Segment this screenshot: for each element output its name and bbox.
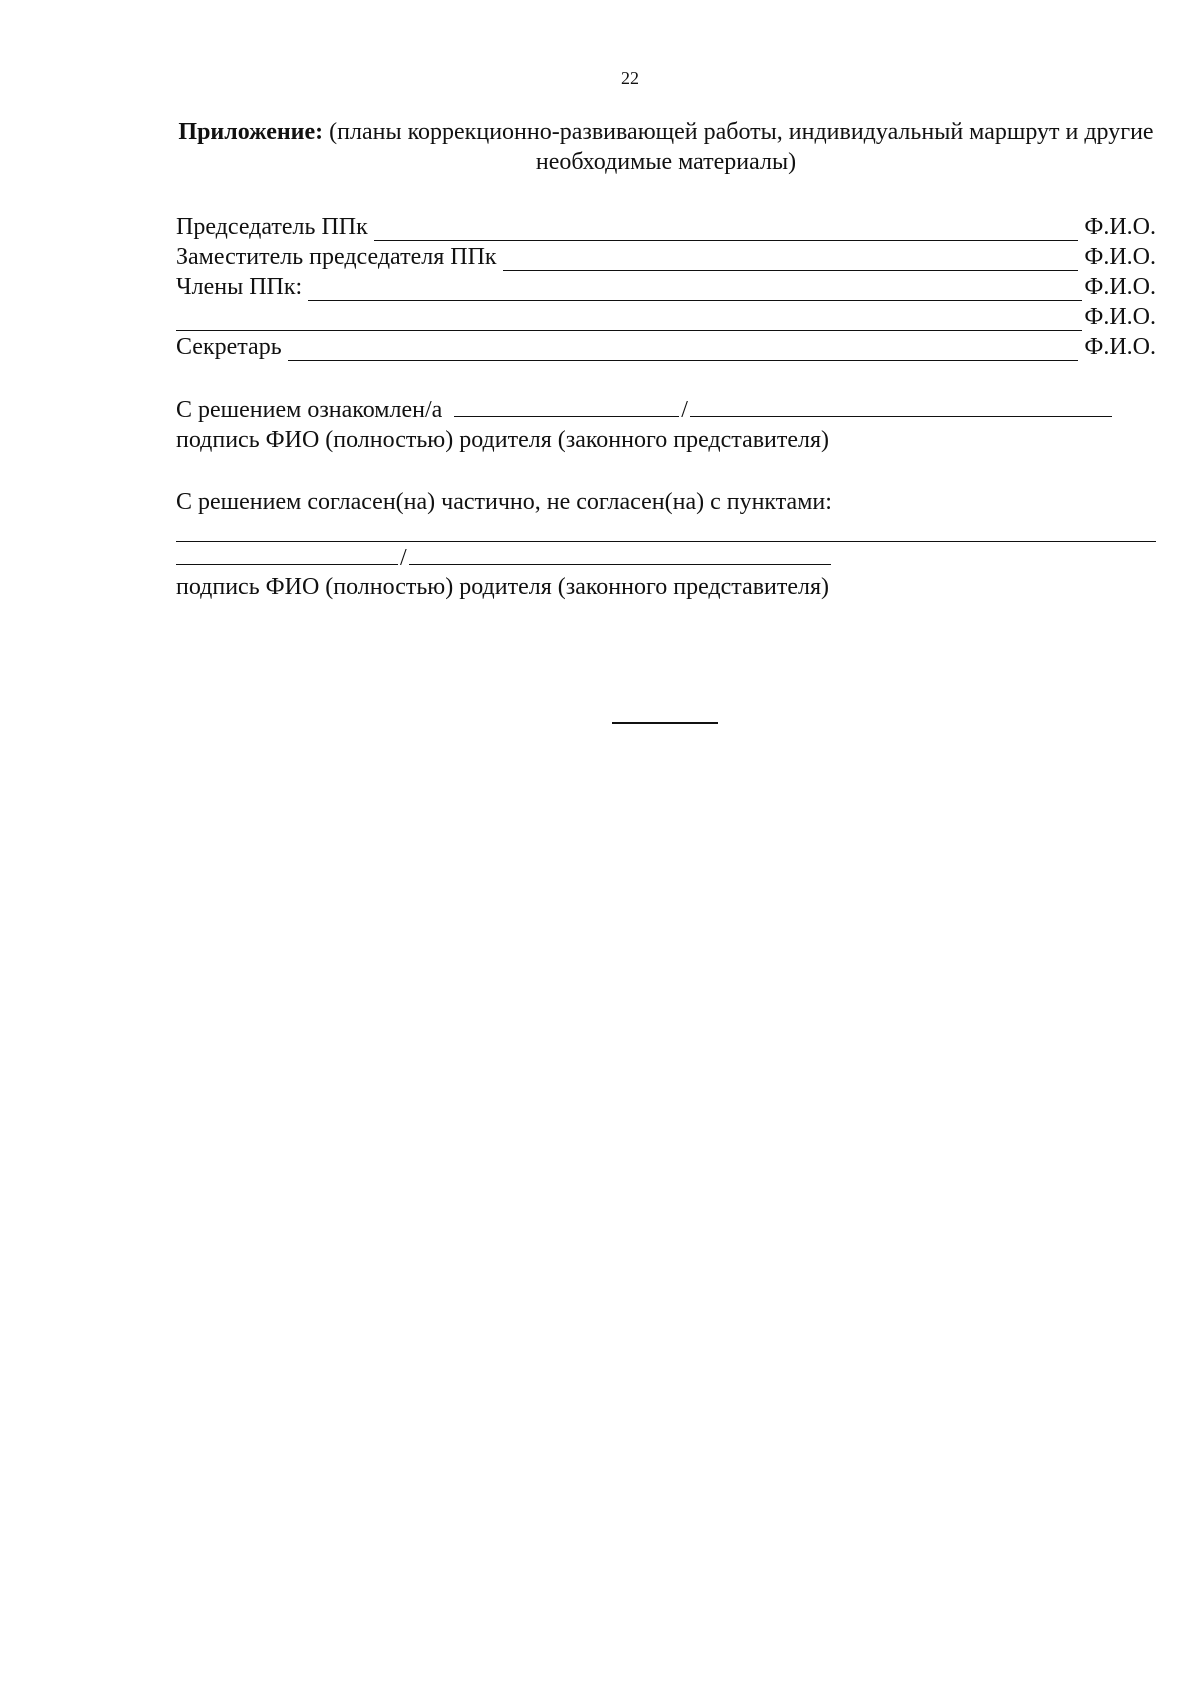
page-number: 22 (621, 68, 639, 88)
partial-slash: / (400, 545, 407, 571)
acquainted-slash: / (681, 397, 688, 423)
deputy-row (176, 241, 1156, 271)
chairman-fio: Ф.И.О. (1084, 214, 1156, 240)
members-signature-line[interactable] (308, 278, 1082, 301)
acquainted-name-line[interactable] (690, 394, 1112, 417)
members-fio: Ф.И.О. (1084, 274, 1156, 300)
secretary-signature-line[interactable] (288, 338, 1079, 361)
members-fio-2: Ф.И.О. (1084, 304, 1156, 330)
deputy-label: Заместитель председателя ППк (176, 244, 497, 270)
partial-name-line[interactable] (409, 542, 831, 565)
deputy-fio: Ф.И.О. (1084, 244, 1156, 270)
deputy-signature-line[interactable] (503, 248, 1079, 271)
secretary-row (176, 331, 1156, 361)
acquainted-label: С решением ознакомлен/а (176, 397, 443, 423)
partial-signature-line[interactable] (176, 542, 398, 565)
partial-signature-row (176, 542, 1156, 572)
chairman-signature-line[interactable] (374, 218, 1079, 241)
chairman-label: Председатель ППк (176, 214, 368, 240)
acquainted-signature-line[interactable] (454, 394, 679, 417)
chairman-row (176, 211, 1156, 241)
appendix-paragraph (176, 117, 1156, 177)
appendix-label: Приложение: (178, 119, 324, 145)
partial-label: С решением согласен(на) частично, не согласен(на) с пунктами: (176, 489, 832, 515)
acquainted-row (176, 394, 1156, 425)
signature-block (176, 211, 1156, 361)
partial-caption: подпись ФИО (полностью) родителя (законного представителя) (176, 574, 830, 600)
secretary-fio: Ф.И.О. (1084, 334, 1156, 360)
members-signature-line-2[interactable] (176, 308, 1082, 331)
secretary-label: Секретарь (176, 334, 282, 360)
members-label: Члены ППк: (176, 274, 303, 300)
members-row (176, 271, 1156, 301)
appendix-text: (планы коррекционно-развивающей работы, индивидуальный маршрут и другие необходимые материалы) (329, 119, 1154, 175)
members-row-2 (176, 301, 1156, 331)
partial-block (176, 487, 1156, 602)
acquainted-caption: подпись ФИО (полностью) родителя (законного представителя) (176, 427, 830, 453)
acquainted-block (176, 394, 1156, 455)
partial-points-line[interactable] (176, 517, 1156, 542)
end-divider (612, 722, 718, 724)
